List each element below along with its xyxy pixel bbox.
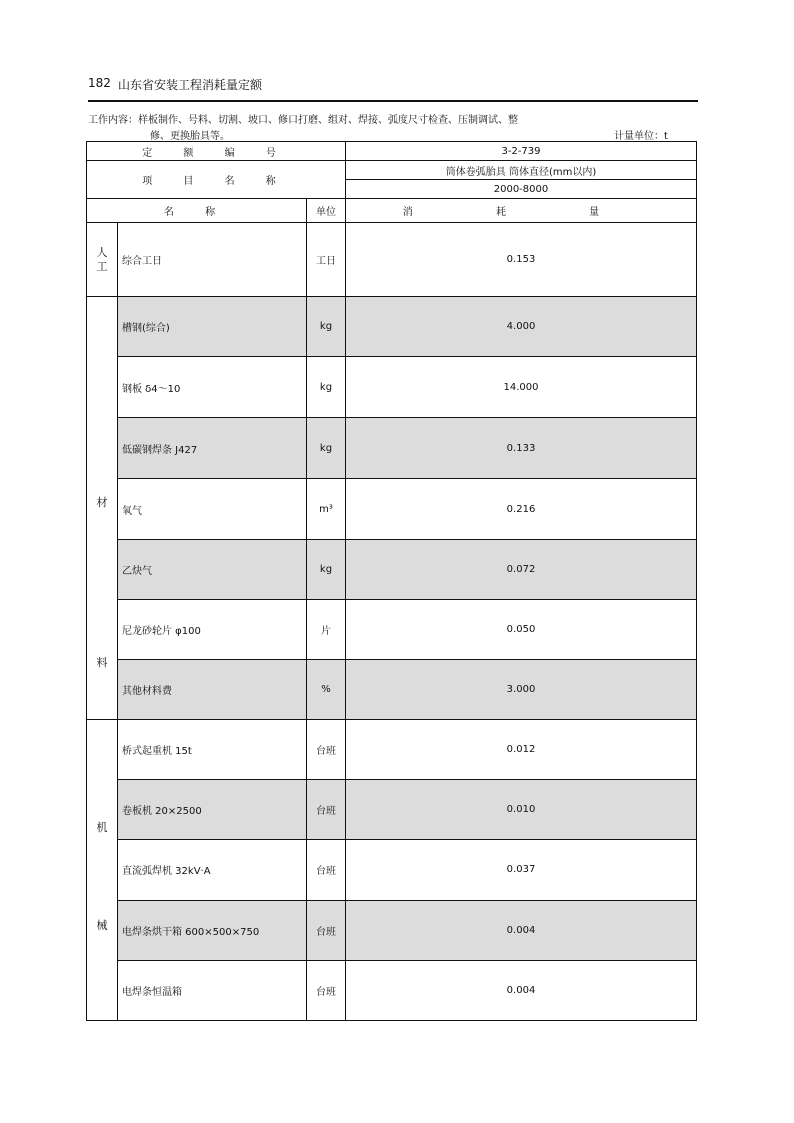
table-row xyxy=(87,357,697,418)
row-value: 0.050 xyxy=(346,600,697,660)
row-unit: 台班 xyxy=(307,720,346,780)
row-name: 电焊条恒温箱 xyxy=(118,960,307,1020)
col-header-unit: 单位 xyxy=(307,199,346,223)
table-row xyxy=(87,540,697,600)
item-name: 筒体卷弧胎具 筒体直径(mm以内) xyxy=(346,161,697,180)
row-value: 0.072 xyxy=(346,540,697,600)
row-unit: 台班 xyxy=(307,960,346,1020)
row-name: 尼龙砂轮片 φ100 xyxy=(118,600,307,660)
row-value: 0.004 xyxy=(346,900,697,960)
table-row xyxy=(87,900,697,960)
table-row xyxy=(87,223,697,297)
row-name: 槽钢(综合) xyxy=(118,297,307,357)
row-unit: 工日 xyxy=(307,223,346,297)
row-name: 卷板机 20×2500 xyxy=(118,780,307,840)
row-name: 低碳钢焊条 J427 xyxy=(118,418,307,479)
row-name: 桥式起重机 15t xyxy=(118,720,307,780)
category-labor: 人工 xyxy=(87,223,118,297)
quota-table xyxy=(86,141,697,1021)
quota-code: 3-2-739 xyxy=(346,142,697,161)
row-unit: kg xyxy=(307,297,346,357)
work-content-line1: 工作内容：样板制作、号料、切割、坡口、修口打磨、组对、焊接、弧度尺寸检查、压制调试、整 xyxy=(88,115,518,126)
table-row xyxy=(87,418,697,479)
row-unit: m³ xyxy=(307,479,346,540)
row-name: 乙炔气 xyxy=(118,540,307,600)
table-row xyxy=(87,720,697,780)
row-name: 其他材料费 xyxy=(118,660,307,720)
row-unit: % xyxy=(307,660,346,720)
row-value: 4.000 xyxy=(346,297,697,357)
row-value: 0.153 xyxy=(346,223,697,297)
table-row xyxy=(87,840,697,900)
row-unit: kg xyxy=(307,418,346,479)
row-unit: kg xyxy=(307,540,346,600)
row-name: 电焊条烘干箱 600×500×750 xyxy=(118,900,307,960)
work-content-line2: 修、更换胎具等。 xyxy=(150,131,230,142)
category-machinery: 机 械 xyxy=(87,720,118,1021)
row-value: 3.000 xyxy=(346,660,697,720)
row-value: 0.012 xyxy=(346,720,697,780)
table-row xyxy=(87,479,697,540)
item-name-label: 项 目 名 称 xyxy=(87,161,346,199)
table-row xyxy=(87,600,697,660)
row-unit: 台班 xyxy=(307,780,346,840)
item-range: 2000-8000 xyxy=(346,180,697,199)
page-number: 182 xyxy=(88,76,111,90)
row-name: 钢板 δ4～10 xyxy=(118,357,307,418)
row-value: 14.000 xyxy=(346,357,697,418)
row-unit: 台班 xyxy=(307,900,346,960)
table-row xyxy=(87,297,697,357)
row-value: 0.004 xyxy=(346,960,697,1020)
row-unit: kg xyxy=(307,357,346,418)
row-unit: 台班 xyxy=(307,840,346,900)
row-value: 0.010 xyxy=(346,780,697,840)
quota-code-label: 定 额 编 号 xyxy=(87,142,346,161)
category-material: 材 料 xyxy=(87,297,118,720)
row-value: 0.216 xyxy=(346,479,697,540)
table-row xyxy=(87,780,697,840)
row-name: 综合工日 xyxy=(118,223,307,297)
col-header-name: 名 称 xyxy=(87,199,307,223)
page-header xyxy=(88,74,698,102)
row-name: 直流弧焊机 32kV·A xyxy=(118,840,307,900)
row-unit: 片 xyxy=(307,600,346,660)
row-name: 氧气 xyxy=(118,479,307,540)
col-header-consumption: 消 耗 量 xyxy=(346,199,697,223)
book-title: 山东省安装工程消耗量定额 xyxy=(118,78,263,92)
measurement-unit: 计量单位：t xyxy=(614,131,668,142)
row-value: 0.133 xyxy=(346,418,697,479)
row-value: 0.037 xyxy=(346,840,697,900)
table-row xyxy=(87,960,697,1020)
table-row xyxy=(87,660,697,720)
